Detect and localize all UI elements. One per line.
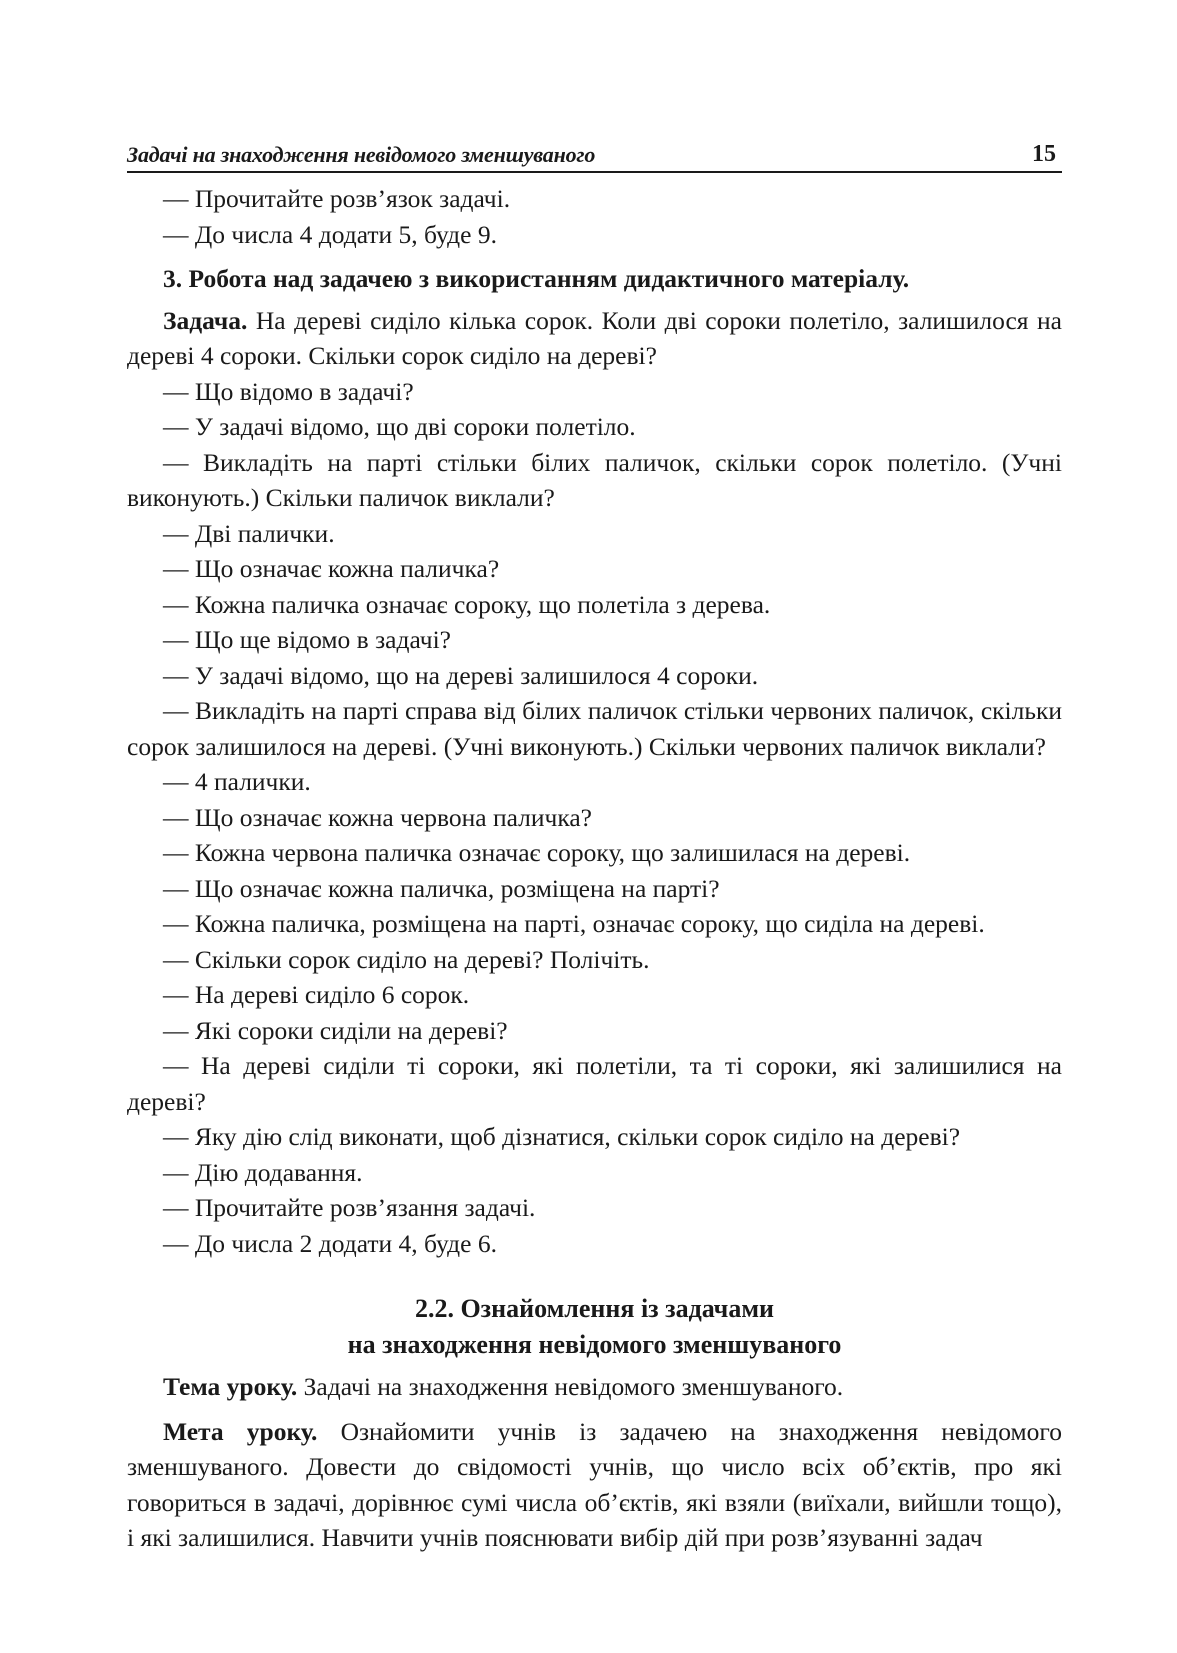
running-header (127, 141, 1062, 173)
dialogue-line: — Дві палички. (163, 518, 335, 548)
dialogue-line: — До числа 2 додати 4, буде 6. (163, 1228, 497, 1258)
page-body (127, 181, 1062, 1556)
dialogue-line: — Що означає кожна паличка, розміщена на парті? (163, 873, 720, 903)
dialogue-line: — Викладіть на парті стільки білих паличок, скільки сорок полетіло. (Учні виконують.) Скільки паличок виклали? (127, 447, 1062, 512)
page-number: 15 (1032, 141, 1056, 167)
intro-line: — Прочитайте розв’язок задачі. (163, 184, 511, 213)
section-2-2-title (127, 1291, 1062, 1363)
dialogue-line: — На дереві сиділи ті сороки, які полетіли, та ті сороки, які залишилися на дереві? (127, 1051, 1062, 1116)
section-3-heading: 3. Робота над задачею з використанням дидактичного матеріалу. (163, 264, 910, 293)
goal-label: Мета уроку. (163, 1416, 318, 1446)
task-label: Задача. (163, 305, 248, 335)
intro-line: — До числа 4 додати 5, буде 9. (163, 219, 497, 249)
dialogue-line: — На дереві сиділо 6 сорок. (163, 980, 470, 1009)
topic-label: Тема уроку. (163, 1372, 298, 1401)
dialogue-line: — Що ще відомо в задачі? (163, 625, 451, 654)
dialogue-line: — Які сороки сиділи на дереві? (163, 1015, 508, 1045)
section-title-line-2: на знаходження невідомого зменшуваного (347, 1330, 842, 1359)
dialogue-line: — У задачі відомо, що на дереві залишилося 4 сороки. (163, 660, 759, 690)
dialogue-line: — Прочитайте розв’язання задачі. (163, 1193, 536, 1222)
dialogue-line: — Кожна червона паличка означає сороку, що залишилася на дереві. (163, 838, 911, 867)
section-title-line-1: 2.2. Ознайомлення із задачами (414, 1294, 775, 1323)
running-title: Задачі на знаходження невідомого зменшуваного (127, 142, 596, 167)
dialogue-line: — Кожна паличка, розміщена на парті, означає сороку, що сиділа на дереві. (163, 909, 985, 938)
dialogue-line: — Кожна паличка означає сороку, що полетіла з дерева. (163, 589, 771, 619)
dialogue-line: — Що означає кожна паличка? (163, 554, 500, 583)
dialogue-line: — Викладіть на парті справа від білих паличок стільки червоних паличок, скільки сорок залишилося на дереві. (Учні виконують.) Скільки червоних паличок виклали? (127, 696, 1062, 761)
task-paragraph (127, 303, 1062, 374)
lesson-topic (127, 1369, 1062, 1405)
topic-text: Задачі на знаходження невідомого зменшуваного. (303, 1372, 844, 1401)
lesson-goal (127, 1414, 1062, 1556)
dialogue-line: — 4 палички. (163, 767, 311, 796)
dialogue-line: — Яку дію слід виконати, щоб дізнатися, скільки сорок сиділо на дереві? (163, 1122, 961, 1151)
dialogue-line: — Що означає кожна червона паличка? (163, 802, 592, 832)
dialogue-line: — У задачі відомо, що дві сороки полетіло. (163, 412, 636, 441)
dialogue-line: — Що відомо в задачі? (163, 376, 414, 406)
dialogue-line: — Скільки сорок сиділо на дереві? Полічіть. (163, 944, 650, 974)
dialogue-line: — Дію додавання. (163, 1157, 363, 1187)
task-text: На дереві сиділо кілька сорок. Коли дві сороки полетіло, залишилося на дереві 4 сороки. Скільки сорок сиділо на дереві? (127, 305, 1063, 370)
goal-text: Ознайомити учнів із задачею на знаходження невідомого зменшуваного. Довести до свідомості учнів, що число всіх об’єктів, про які говориться в задачі, дорівнює сумі числа об’єктів, які взяли (виїхали, вийшли тощо), і які залишилися. Навчити учнів пояснювати вибір дій при розв’язуванні задач (127, 1416, 1063, 1552)
